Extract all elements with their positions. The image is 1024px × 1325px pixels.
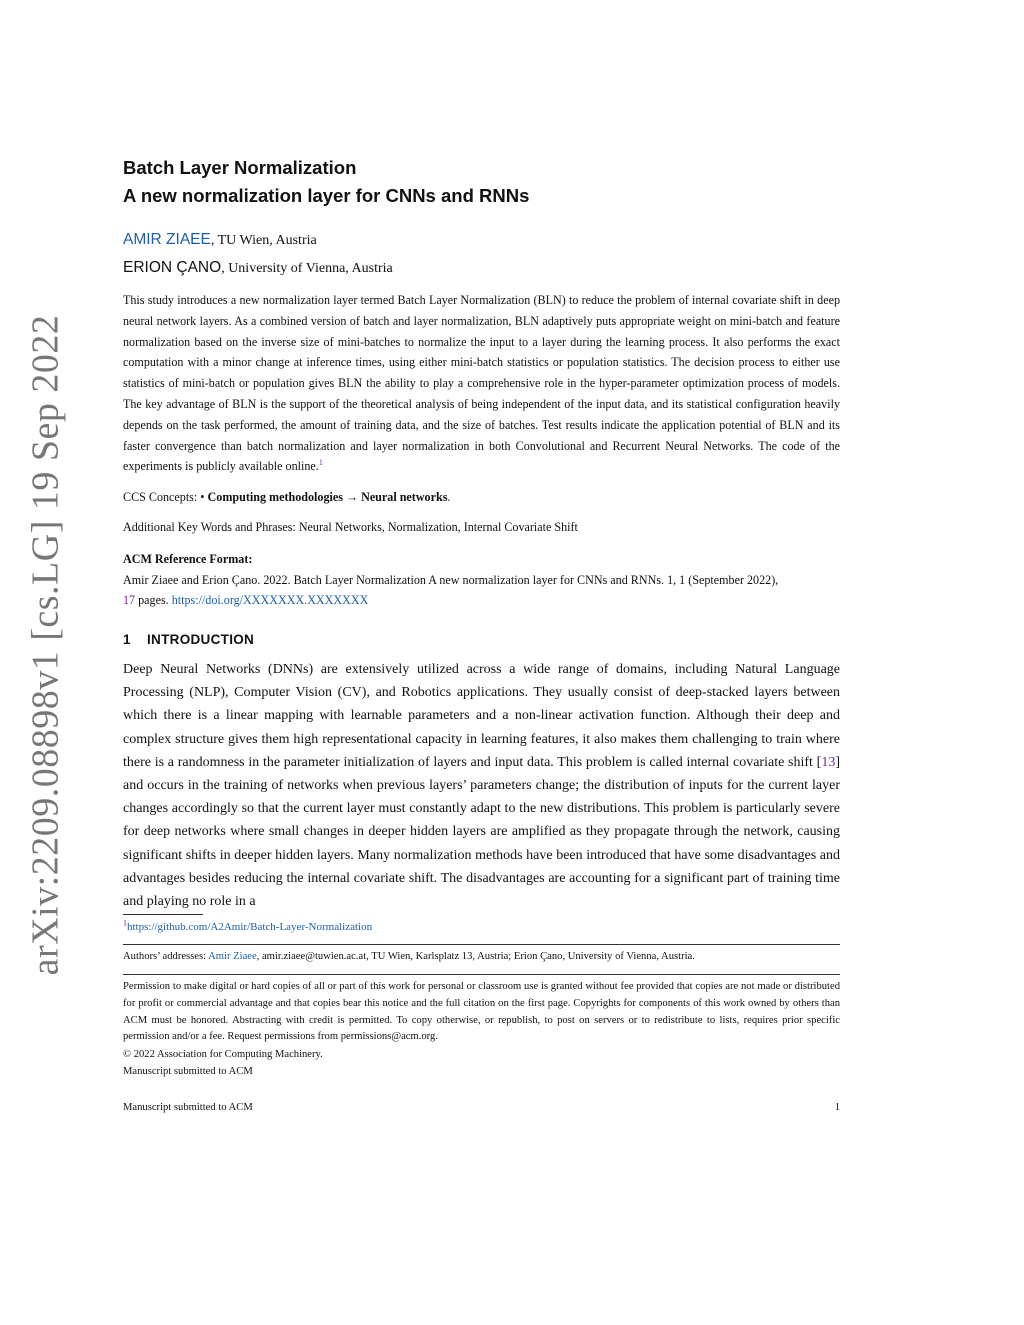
footnote-mark: 1 (123, 918, 127, 928)
author-1-name-link[interactable]: AMIR ZIAEE (123, 231, 211, 248)
ccs-concept: Computing methodologies → Neural networks (207, 490, 448, 504)
copyright-block (123, 1046, 840, 1080)
paper-title-line2: A new normalization layer for CNNs and RNNs (123, 185, 530, 206)
copyright-line: © 2022 Association for Computing Machinery. (123, 1049, 323, 1060)
author-list (123, 226, 840, 282)
addresses-details: , amir.ziaee@tuwien.ac.at, TU Wien, Karlsplatz 13, Austria; Erion Çano, University of Vienna, Austria. (256, 951, 695, 962)
addresses-divider (123, 944, 840, 945)
authors-addresses (123, 949, 840, 965)
acm-reference-citation: Amir Ziaee and Erion Çano. 2022. Batch Layer Normalization A new normalization layer for CNNs and RNNs. 1, 1 (September 2022), (123, 572, 779, 587)
intro-text-part1: Deep Neural Networks (DNNs) are extensively utilized across a wide range of domains, including Natural Language Processing (NLP), Computer Vision (CV), and Robotics applications. They usually consist of deep-stacked layers between which there is a linear mapping with learnable parameters and a non-linear activation function. Although their deep and complex structure gives them high representational capacity in learning features, it also makes them challenging to train where there is a randomness in the parameter initialization of layers and input data. This problem is called internal covariate shift [ (123, 662, 840, 770)
section-number: 1 (123, 632, 131, 647)
acm-reference-pages-label: pages. (135, 593, 172, 607)
acm-reference-format (123, 549, 840, 611)
keywords: Additional Key Words and Phrases: Neural Networks, Normalization, Internal Covariate Shift (123, 520, 578, 534)
intro-text-part2: ] and occurs in the training of networks when previous layers’ parameters change; the distribution of inputs for the current layer changes accordingly so that the current layer must constantly adapt to the new distributions. This problem is particularly severe for deep networks where small changes in deeper hidden layers are amplified as they propagate through the network, causing significant shifts in deeper hidden layers. Many normalization methods have been introduced that have some disadvantages and advantages besides reducing the internal covariate shift. The disadvantages are accounting for a significant part of training time and playing no role in a (123, 754, 840, 910)
page-footer (123, 1100, 840, 1116)
arxiv-identifier-stamp (22, 314, 68, 976)
footer-left-text: Manuscript submitted to ACM (123, 1102, 253, 1113)
author-2 (123, 254, 840, 282)
author-2-name: ERION ÇANO (123, 259, 222, 276)
acm-reference-pages-link[interactable]: 17 (123, 593, 136, 607)
section-heading-introduction (123, 631, 840, 649)
addresses-prefix: Authors’ addresses: (123, 951, 209, 962)
citation-link-13[interactable]: 13 (821, 754, 836, 770)
author-2-affiliation: , University of Vienna, Austria (221, 261, 393, 276)
footnote-github-link[interactable]: https://github.com/A2Amir/Batch-Layer-Normalization (127, 921, 373, 933)
addresses-author-link[interactable]: Amir Ziaee (208, 951, 257, 962)
ccs-concepts (123, 488, 840, 506)
abstract (123, 290, 840, 477)
page-number: 1 (834, 1102, 840, 1113)
acm-reference-heading: ACM Reference Format: (123, 552, 253, 566)
section-title: INTRODUCTION (147, 632, 255, 647)
paper-title (123, 154, 840, 210)
acm-reference-text (123, 570, 840, 611)
author-1 (123, 226, 840, 254)
permission-divider (123, 974, 840, 975)
manuscript-note: Manuscript submitted to ACM (123, 1066, 253, 1077)
footnote-divider (123, 914, 203, 915)
abstract-footnote-mark[interactable]: 1 (318, 458, 323, 468)
paper-title-line1: Batch Layer Normalization (123, 157, 357, 178)
footnote-1 (123, 919, 840, 935)
ccs-label: CCS Concepts: • (123, 490, 208, 504)
arxiv-identifier-text: arXiv:2209.08898v1 [cs.LG] 19 Sep 2022 (24, 314, 67, 976)
author-1-affiliation: , TU Wien, Austria (210, 233, 317, 248)
doi-link[interactable]: https://doi.org/XXXXXXX.XXXXXXX (171, 593, 369, 607)
introduction-paragraph (123, 658, 840, 913)
permission-notice: Permission to make digital or hard copies of all or part of this work for personal or classroom use is granted without fee provided that copies are not made or distributed for profit or commercial advantage and that copies bear this notice and the full citation on the first page. Copyrights for components of this work owned by others than ACM must be honored. Abstracting with credit is permitted. To copy otherwise, or republish, to post on servers or to redistribute to lists, requires prior specific permission and/or a fee. Request permissions from permissions@acm.org. (123, 981, 840, 1043)
abstract-text: This study introduces a new normalization layer termed Batch Layer Normalization (BLN) to reduce the problem of internal covariate shift in deep neural network layers. As a combined version of batch and layer normalization, BLN adaptively puts appropriate weight on mini-batch and feature normalization based on the inverse size of mini-batches to normalize the input to a layer during the learning process. It also performs the exact computation with a minor change at inference times, using either mini-batch statistics or population statistics. The decision process to either use statistics of mini-batch or population gives BLN the ability to play a comprehensive role in the hyper-parameter optimization process of models. The key advantage of BLN is the support of the theoretical analysis of being independent of the input data, and its statistical configuration heavily depends on the task performed, the amount of training data, and the size of batches. Test results indicate the application potential of BLN and its faster convergence than batch normalization and layer normalization in both Convolutional and Recurrent Neural Networks. The code of the experiments is publicly available online. (123, 293, 840, 474)
ccs-end: . (447, 490, 451, 504)
